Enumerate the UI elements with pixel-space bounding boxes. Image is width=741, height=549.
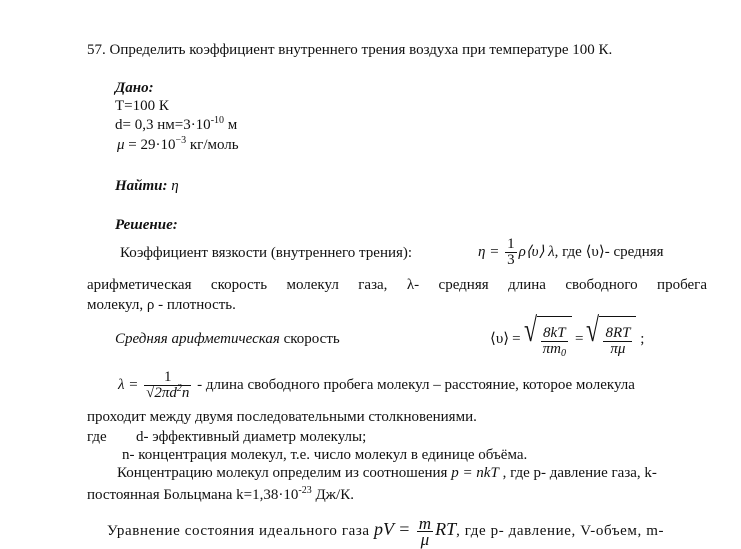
given-molar-mass: $\mu = 29\cdot 10^{-3}$ кг/моль <box>117 135 239 153</box>
sqrt-8RT: √ $\frac{8RT}{\pi\mu}$ <box>586 316 636 363</box>
fraction-m-mu: $\frac{m}{\mu}$ <box>418 514 432 549</box>
text-line-2: арифметическая скорость молекул газа, λ- средняя длина свободного пробега <box>87 277 707 293</box>
viscosity-formula: η = $\frac{1}{3}$ ρ⟨υ⟩ λ, где ⟨υ⟩- средняя <box>478 236 664 269</box>
where-word: где <box>87 429 107 445</box>
text-passes: проходит между двумя последовательными столкновениями. <box>87 409 477 425</box>
viscosity-label: Коэффициент вязкости (внутреннего трения): <box>120 245 413 261</box>
given-temperature: T=100 К <box>115 98 169 114</box>
avg-speed-label: Средняя арифметическая скорость <box>115 331 340 347</box>
lambda-formula: λ = $\frac{1}{√2\pi d^2n}$ - длина свободного пробега молекул – расстояние, которое молекула <box>118 369 635 402</box>
avg-speed-formula: ⟨υ⟩ = √ $\frac{8kT}{\pi m_0}$ = √ $\frac{8RT}{\pi\mu}$ ; <box>490 316 644 363</box>
ideal-gas-line: Уравнение состояния идеального газа pV = $\frac{m}{\mu}$ RT, где p- давление, V-объем, m- <box>107 514 665 549</box>
n-description: n- концентрация молекул, т.е. число молекул в единице объёма. <box>122 447 528 463</box>
find-line: Найти: η <box>115 178 179 194</box>
fraction-lambda: $\frac{1}{√2\pi d^2n}$ <box>146 369 190 402</box>
concentration-line: Концентрацию молекул определим из соотношения p = nkT , где p- давление газа, k- <box>117 465 657 481</box>
boltzmann-line: постоянная Больцмана $k=1,38\cdot 10^{-23}$ Дж/К. <box>87 485 354 503</box>
problem-title: 57. Определить коэффициент внутреннего трения воздуха при температуре 100 К. <box>87 42 613 58</box>
d-description: d- эффективный диаметр молекулы; <box>136 429 367 445</box>
given-diameter: d= 0,3 $нм=3\cdot 10^{-10}$ м <box>115 115 238 133</box>
text-line-3: молекул, ρ - плотность. <box>87 297 236 313</box>
fraction-one-third: $\frac{1}{3}$ <box>507 236 515 269</box>
sqrt-8kT: √ $\frac{8kT}{\pi m_0}$ <box>524 316 572 363</box>
solution-heading: Решение: <box>115 217 178 233</box>
given-heading: Дано: <box>115 80 154 96</box>
